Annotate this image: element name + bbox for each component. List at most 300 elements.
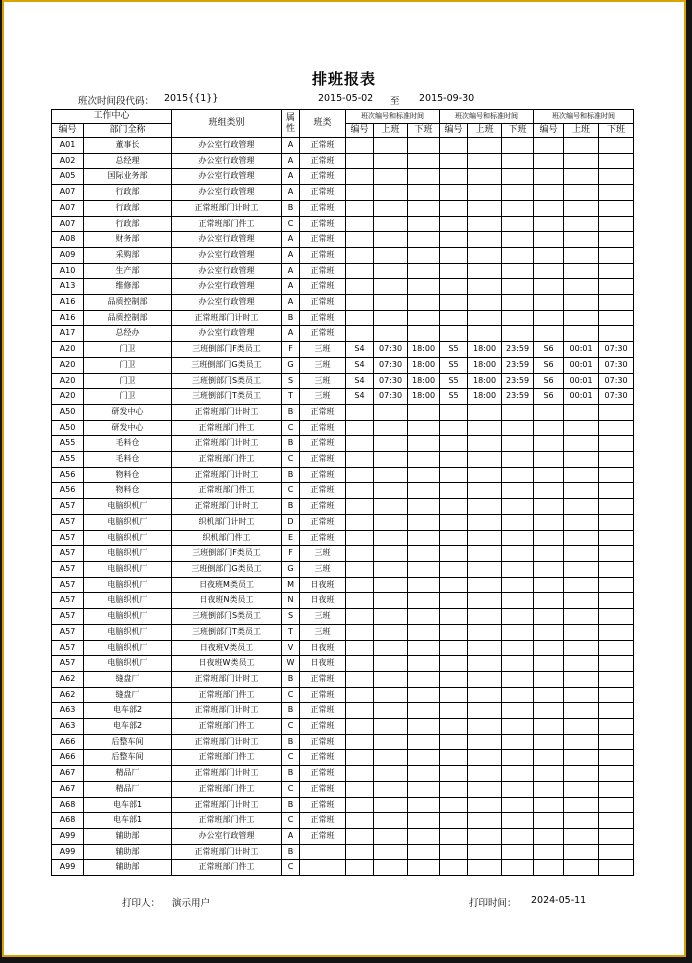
cell-shift-no-1 bbox=[346, 766, 374, 782]
cell-attribute: C bbox=[282, 483, 300, 499]
cell-off-duty-2 bbox=[502, 813, 534, 829]
cell-off-duty-3 bbox=[599, 404, 634, 420]
cell-off-duty-1 bbox=[408, 169, 440, 185]
cell-on-duty-1 bbox=[374, 310, 408, 326]
cell-on-duty-2 bbox=[468, 671, 502, 687]
cell-dept-name: 精品厂 bbox=[84, 766, 172, 782]
cell-off-duty-1 bbox=[408, 766, 440, 782]
cell-attribute: S bbox=[282, 373, 300, 389]
cell-off-duty-1 bbox=[408, 609, 440, 625]
cell-off-duty-1 bbox=[408, 530, 440, 546]
cell-shift-no-3 bbox=[534, 138, 564, 154]
cell-shift-no-1 bbox=[346, 247, 374, 263]
cell-on-duty-3 bbox=[564, 593, 599, 609]
cell-attribute: G bbox=[282, 561, 300, 577]
cell-code: A99 bbox=[52, 828, 84, 844]
cell-attribute: T bbox=[282, 389, 300, 405]
cell-shift-no-1: S4 bbox=[346, 373, 374, 389]
cell-code: A08 bbox=[52, 232, 84, 248]
cell-off-duty-1 bbox=[408, 279, 440, 295]
cell-off-duty-1 bbox=[408, 247, 440, 263]
table-row bbox=[52, 342, 634, 358]
cell-shift-group-type: 正常班部门件工 bbox=[172, 452, 282, 468]
cell-shift-no-3 bbox=[534, 514, 564, 530]
cell-off-duty-2 bbox=[502, 844, 534, 860]
cell-off-duty-1 bbox=[408, 467, 440, 483]
cell-attribute: A bbox=[282, 263, 300, 279]
cell-shift-type: 三班 bbox=[300, 609, 346, 625]
cell-on-duty-3 bbox=[564, 436, 599, 452]
cell-shift-type: 正常班 bbox=[300, 153, 346, 169]
cell-dept-name: 电脑织机厂 bbox=[84, 514, 172, 530]
table-row bbox=[52, 797, 634, 813]
cell-off-duty-2 bbox=[502, 860, 534, 876]
cell-shift-no-3: S6 bbox=[534, 389, 564, 405]
cell-shift-group-type: 正常班部门计时工 bbox=[172, 844, 282, 860]
cell-shift-no-3 bbox=[534, 766, 564, 782]
cell-attribute: A bbox=[282, 295, 300, 311]
to-label: 至 bbox=[390, 96, 400, 107]
cell-code: A50 bbox=[52, 404, 84, 420]
cell-shift-no-3 bbox=[534, 561, 564, 577]
cell-dept-name: 辅助部 bbox=[84, 844, 172, 860]
cell-shift-no-3 bbox=[534, 750, 564, 766]
cell-dept-name: 电车部2 bbox=[84, 703, 172, 719]
cell-shift-no-1 bbox=[346, 750, 374, 766]
table-row bbox=[52, 719, 634, 735]
cell-on-duty-1 bbox=[374, 687, 408, 703]
cell-shift-no-2 bbox=[440, 326, 468, 342]
period-code: 2015{{1}} bbox=[164, 93, 219, 104]
cell-on-duty-3 bbox=[564, 153, 599, 169]
cell-shift-no-1 bbox=[346, 185, 374, 201]
cell-attribute: M bbox=[282, 577, 300, 593]
cell-off-duty-3 bbox=[599, 514, 634, 530]
cell-off-duty-1 bbox=[408, 514, 440, 530]
cell-code: A16 bbox=[52, 310, 84, 326]
cell-shift-no-3 bbox=[534, 671, 564, 687]
cell-dept-name: 电车部2 bbox=[84, 719, 172, 735]
cell-on-duty-3 bbox=[564, 452, 599, 468]
cell-on-duty-2 bbox=[468, 436, 502, 452]
header-shift-slot-2: 班次编号和标准时间 bbox=[440, 110, 534, 124]
cell-dept-name: 研发中心 bbox=[84, 420, 172, 436]
cell-shift-no-2 bbox=[440, 640, 468, 656]
cell-off-duty-3 bbox=[599, 499, 634, 515]
cell-attribute: F bbox=[282, 546, 300, 562]
cell-on-duty-2 bbox=[468, 138, 502, 154]
cell-code: A20 bbox=[52, 357, 84, 373]
cell-code: A10 bbox=[52, 263, 84, 279]
cell-shift-group-type: 办公室行政管理 bbox=[172, 185, 282, 201]
cell-shift-no-3 bbox=[534, 719, 564, 735]
cell-shift-no-2 bbox=[440, 499, 468, 515]
cell-shift-no-1 bbox=[346, 420, 374, 436]
cell-on-duty-2 bbox=[468, 546, 502, 562]
cell-on-duty-3 bbox=[564, 671, 599, 687]
cell-off-duty-2: 23:59 bbox=[502, 357, 534, 373]
cell-off-duty-3 bbox=[599, 624, 634, 640]
cell-attribute: G bbox=[282, 357, 300, 373]
cell-off-duty-1 bbox=[408, 420, 440, 436]
cell-on-duty-2 bbox=[468, 483, 502, 499]
cell-shift-type: 三班 bbox=[300, 546, 346, 562]
cell-on-duty-1 bbox=[374, 813, 408, 829]
cell-off-duty-2 bbox=[502, 232, 534, 248]
table-row bbox=[52, 420, 634, 436]
cell-on-duty-1 bbox=[374, 546, 408, 562]
cell-on-duty-3 bbox=[564, 514, 599, 530]
cell-shift-no-3 bbox=[534, 656, 564, 672]
table-row bbox=[52, 828, 634, 844]
cell-shift-no-2 bbox=[440, 828, 468, 844]
cell-on-duty-2 bbox=[468, 734, 502, 750]
cell-shift-no-1 bbox=[346, 781, 374, 797]
cell-on-duty-3 bbox=[564, 687, 599, 703]
cell-on-duty-3 bbox=[564, 624, 599, 640]
cell-on-duty-1 bbox=[374, 844, 408, 860]
cell-attribute: A bbox=[282, 185, 300, 201]
cell-shift-no-2 bbox=[440, 844, 468, 860]
cell-shift-group-type: 正常班部门计时工 bbox=[172, 310, 282, 326]
cell-on-duty-2 bbox=[468, 813, 502, 829]
cell-off-duty-1 bbox=[408, 404, 440, 420]
cell-dept-name: 电车部1 bbox=[84, 797, 172, 813]
cell-on-duty-1 bbox=[374, 452, 408, 468]
cell-code: A63 bbox=[52, 703, 84, 719]
cell-off-duty-2 bbox=[502, 671, 534, 687]
cell-shift-no-2 bbox=[440, 452, 468, 468]
cell-shift-no-1 bbox=[346, 860, 374, 876]
cell-shift-no-1: S4 bbox=[346, 389, 374, 405]
cell-on-duty-1 bbox=[374, 671, 408, 687]
cell-shift-no-2 bbox=[440, 577, 468, 593]
cell-off-duty-2: 23:59 bbox=[502, 342, 534, 358]
cell-shift-no-1 bbox=[346, 279, 374, 295]
cell-dept-name: 电脑织机厂 bbox=[84, 530, 172, 546]
cell-shift-no-2 bbox=[440, 232, 468, 248]
cell-shift-no-1 bbox=[346, 624, 374, 640]
cell-off-duty-2 bbox=[502, 593, 534, 609]
cell-code: A56 bbox=[52, 483, 84, 499]
cell-off-duty-1 bbox=[408, 232, 440, 248]
cell-on-duty-1: 07:30 bbox=[374, 357, 408, 373]
cell-off-duty-3 bbox=[599, 310, 634, 326]
header-work-center: 工作中心 bbox=[52, 110, 172, 124]
cell-attribute: V bbox=[282, 640, 300, 656]
cell-off-duty-3 bbox=[599, 216, 634, 232]
cell-shift-no-2 bbox=[440, 734, 468, 750]
header-shift-no-1: 编号 bbox=[346, 124, 374, 138]
table-row bbox=[52, 860, 634, 876]
cell-off-duty-3 bbox=[599, 844, 634, 860]
cell-shift-no-2: S5 bbox=[440, 389, 468, 405]
cell-off-duty-2 bbox=[502, 609, 534, 625]
cell-shift-no-2 bbox=[440, 153, 468, 169]
cell-on-duty-2: 18:00 bbox=[468, 357, 502, 373]
cell-attribute: B bbox=[282, 734, 300, 750]
cell-on-duty-2 bbox=[468, 624, 502, 640]
cell-attribute: C bbox=[282, 216, 300, 232]
cell-shift-no-3 bbox=[534, 703, 564, 719]
cell-off-duty-3 bbox=[599, 153, 634, 169]
cell-off-duty-2 bbox=[502, 169, 534, 185]
cell-on-duty-1 bbox=[374, 247, 408, 263]
cell-attribute: B bbox=[282, 467, 300, 483]
cell-shift-type: 正常班 bbox=[300, 169, 346, 185]
cell-off-duty-3: 07:30 bbox=[599, 373, 634, 389]
cell-shift-no-3 bbox=[534, 452, 564, 468]
cell-attribute: B bbox=[282, 844, 300, 860]
cell-on-duty-2 bbox=[468, 797, 502, 813]
table-row bbox=[52, 499, 634, 515]
cell-off-duty-3 bbox=[599, 530, 634, 546]
cell-shift-no-1 bbox=[346, 813, 374, 829]
cell-shift-type: 三班 bbox=[300, 561, 346, 577]
cell-shift-group-type: 正常班部门计时工 bbox=[172, 797, 282, 813]
cell-on-duty-1 bbox=[374, 750, 408, 766]
cell-shift-no-3 bbox=[534, 828, 564, 844]
cell-code: A66 bbox=[52, 750, 84, 766]
cell-off-duty-2 bbox=[502, 326, 534, 342]
cell-off-duty-1 bbox=[408, 452, 440, 468]
cell-shift-type: 正常班 bbox=[300, 797, 346, 813]
cell-shift-type: 正常班 bbox=[300, 295, 346, 311]
cell-shift-no-1 bbox=[346, 640, 374, 656]
cell-off-duty-1 bbox=[408, 640, 440, 656]
cell-shift-type bbox=[300, 860, 346, 876]
cell-code: A07 bbox=[52, 216, 84, 232]
cell-off-duty-1 bbox=[408, 797, 440, 813]
cell-off-duty-3 bbox=[599, 483, 634, 499]
cell-off-duty-1 bbox=[408, 436, 440, 452]
cell-on-duty-2: 18:00 bbox=[468, 389, 502, 405]
cell-off-duty-3 bbox=[599, 609, 634, 625]
cell-shift-no-2 bbox=[440, 530, 468, 546]
cell-on-duty-2 bbox=[468, 781, 502, 797]
cell-off-duty-2 bbox=[502, 310, 534, 326]
cell-off-duty-1 bbox=[408, 577, 440, 593]
cell-shift-no-2 bbox=[440, 750, 468, 766]
table-row bbox=[52, 766, 634, 782]
cell-dept-name: 缝盘厂 bbox=[84, 671, 172, 687]
cell-code: A66 bbox=[52, 734, 84, 750]
cell-shift-type: 正常班 bbox=[300, 750, 346, 766]
cell-shift-no-1 bbox=[346, 828, 374, 844]
cell-off-duty-3 bbox=[599, 813, 634, 829]
cell-on-duty-1 bbox=[374, 703, 408, 719]
cell-off-duty-2 bbox=[502, 828, 534, 844]
cell-code: A57 bbox=[52, 624, 84, 640]
cell-shift-no-3 bbox=[534, 781, 564, 797]
cell-attribute: C bbox=[282, 420, 300, 436]
header-shift-no-3: 编号 bbox=[534, 124, 564, 138]
cell-shift-no-1 bbox=[346, 499, 374, 515]
cell-shift-no-2 bbox=[440, 561, 468, 577]
cell-shift-type: 正常班 bbox=[300, 703, 346, 719]
cell-on-duty-3: 00:01 bbox=[564, 373, 599, 389]
cell-dept-name: 财务部 bbox=[84, 232, 172, 248]
cell-code: A99 bbox=[52, 844, 84, 860]
cell-shift-no-2 bbox=[440, 138, 468, 154]
cell-on-duty-2 bbox=[468, 169, 502, 185]
cell-code: A57 bbox=[52, 656, 84, 672]
cell-off-duty-2 bbox=[502, 467, 534, 483]
cell-shift-no-2 bbox=[440, 514, 468, 530]
cell-attribute: B bbox=[282, 671, 300, 687]
cell-attribute: D bbox=[282, 514, 300, 530]
cell-on-duty-3 bbox=[564, 467, 599, 483]
cell-shift-no-2 bbox=[440, 609, 468, 625]
header-off-duty-1: 下班 bbox=[408, 124, 440, 138]
cell-shift-type: 正常班 bbox=[300, 719, 346, 735]
cell-shift-group-type: 三班倒部门F类员工 bbox=[172, 546, 282, 562]
cell-on-duty-1: 07:30 bbox=[374, 342, 408, 358]
table-row bbox=[52, 436, 634, 452]
cell-shift-type: 正常班 bbox=[300, 279, 346, 295]
cell-shift-no-3 bbox=[534, 734, 564, 750]
cell-shift-type: 正常班 bbox=[300, 247, 346, 263]
cell-shift-no-1 bbox=[346, 200, 374, 216]
cell-off-duty-1 bbox=[408, 671, 440, 687]
cell-code: A57 bbox=[52, 577, 84, 593]
cell-code: A01 bbox=[52, 138, 84, 154]
cell-shift-no-1 bbox=[346, 577, 374, 593]
cell-dept-name: 电脑织机厂 bbox=[84, 577, 172, 593]
cell-dept-name: 电脑织机厂 bbox=[84, 546, 172, 562]
cell-off-duty-2 bbox=[502, 153, 534, 169]
cell-shift-type: 三班 bbox=[300, 342, 346, 358]
cell-on-duty-2 bbox=[468, 153, 502, 169]
cell-attribute: C bbox=[282, 452, 300, 468]
cell-shift-group-type: 办公室行政管理 bbox=[172, 138, 282, 154]
cell-shift-no-3 bbox=[534, 813, 564, 829]
cell-shift-no-3: S6 bbox=[534, 342, 564, 358]
cell-on-duty-3 bbox=[564, 577, 599, 593]
cell-shift-no-3 bbox=[534, 263, 564, 279]
cell-shift-type: 正常班 bbox=[300, 828, 346, 844]
cell-on-duty-3 bbox=[564, 483, 599, 499]
cell-dept-name: 国际业务部 bbox=[84, 169, 172, 185]
cell-on-duty-3 bbox=[564, 404, 599, 420]
cell-on-duty-3 bbox=[564, 263, 599, 279]
cell-off-duty-1 bbox=[408, 844, 440, 860]
cell-code: A57 bbox=[52, 530, 84, 546]
cell-off-duty-2 bbox=[502, 530, 534, 546]
cell-dept-name: 毛料仓 bbox=[84, 452, 172, 468]
cell-on-duty-2 bbox=[468, 232, 502, 248]
cell-on-duty-1 bbox=[374, 263, 408, 279]
cell-off-duty-2 bbox=[502, 295, 534, 311]
cell-on-duty-2: 18:00 bbox=[468, 373, 502, 389]
cell-shift-type: 日夜班 bbox=[300, 577, 346, 593]
cell-on-duty-2 bbox=[468, 200, 502, 216]
cell-off-duty-3 bbox=[599, 247, 634, 263]
cell-code: A57 bbox=[52, 514, 84, 530]
table-row bbox=[52, 373, 634, 389]
cell-code: A20 bbox=[52, 373, 84, 389]
header-shift-slot-1: 班次编号和标准时间 bbox=[346, 110, 440, 124]
cell-off-duty-1 bbox=[408, 624, 440, 640]
cell-shift-no-1 bbox=[346, 436, 374, 452]
cell-shift-group-type: 三班倒部门T类员工 bbox=[172, 389, 282, 405]
cell-shift-group-type: 三班倒部门S类员工 bbox=[172, 609, 282, 625]
cell-off-duty-1 bbox=[408, 546, 440, 562]
cell-shift-group-type: 正常班部门计时工 bbox=[172, 200, 282, 216]
cell-shift-no-3 bbox=[534, 153, 564, 169]
cell-on-duty-2 bbox=[468, 766, 502, 782]
table-row bbox=[52, 326, 634, 342]
cell-off-duty-3 bbox=[599, 656, 634, 672]
cell-off-duty-3 bbox=[599, 640, 634, 656]
cell-shift-group-type: 正常班部门件工 bbox=[172, 483, 282, 499]
table-row bbox=[52, 750, 634, 766]
cell-shift-type: 正常班 bbox=[300, 530, 346, 546]
cell-shift-no-1 bbox=[346, 452, 374, 468]
cell-on-duty-1 bbox=[374, 766, 408, 782]
table-row bbox=[52, 813, 634, 829]
table-row bbox=[52, 624, 634, 640]
cell-attribute: N bbox=[282, 593, 300, 609]
cell-on-duty-3 bbox=[564, 828, 599, 844]
cell-shift-no-1: S4 bbox=[346, 342, 374, 358]
cell-on-duty-3 bbox=[564, 232, 599, 248]
table-row bbox=[52, 593, 634, 609]
table-row bbox=[52, 546, 634, 562]
cell-shift-no-1 bbox=[346, 232, 374, 248]
cell-on-duty-1 bbox=[374, 185, 408, 201]
cell-shift-type: 日夜班 bbox=[300, 656, 346, 672]
table-body bbox=[52, 138, 634, 876]
cell-on-duty-1 bbox=[374, 860, 408, 876]
cell-dept-name: 辅助部 bbox=[84, 860, 172, 876]
cell-on-duty-1 bbox=[374, 593, 408, 609]
cell-shift-group-type: 办公室行政管理 bbox=[172, 247, 282, 263]
cell-shift-group-type: 办公室行政管理 bbox=[172, 828, 282, 844]
cell-dept-name: 电脑织机厂 bbox=[84, 593, 172, 609]
cell-on-duty-3 bbox=[564, 640, 599, 656]
cell-dept-name: 研发中心 bbox=[84, 404, 172, 420]
cell-shift-group-type: 办公室行政管理 bbox=[172, 153, 282, 169]
cell-shift-no-2 bbox=[440, 593, 468, 609]
cell-off-duty-2: 23:59 bbox=[502, 373, 534, 389]
cell-on-duty-2 bbox=[468, 216, 502, 232]
cell-shift-no-1 bbox=[346, 844, 374, 860]
cell-off-duty-2 bbox=[502, 279, 534, 295]
cell-attribute: C bbox=[282, 687, 300, 703]
cell-off-duty-3 bbox=[599, 703, 634, 719]
table-row bbox=[52, 514, 634, 530]
cell-attribute: B bbox=[282, 499, 300, 515]
cell-shift-no-3 bbox=[534, 499, 564, 515]
cell-off-duty-1: 18:00 bbox=[408, 342, 440, 358]
cell-on-duty-3 bbox=[564, 200, 599, 216]
cell-shift-type: 正常班 bbox=[300, 483, 346, 499]
cell-shift-group-type: 三班倒部门G类员工 bbox=[172, 561, 282, 577]
table-row bbox=[52, 671, 634, 687]
cell-on-duty-2 bbox=[468, 310, 502, 326]
cell-on-duty-2 bbox=[468, 828, 502, 844]
cell-code: A67 bbox=[52, 766, 84, 782]
cell-off-duty-1 bbox=[408, 593, 440, 609]
cell-on-duty-1 bbox=[374, 436, 408, 452]
table-row bbox=[52, 200, 634, 216]
table-row bbox=[52, 656, 634, 672]
cell-shift-no-1 bbox=[346, 138, 374, 154]
cell-shift-type: 正常班 bbox=[300, 781, 346, 797]
printer-label: 打印人： bbox=[122, 898, 161, 909]
cell-dept-name: 总经办 bbox=[84, 326, 172, 342]
